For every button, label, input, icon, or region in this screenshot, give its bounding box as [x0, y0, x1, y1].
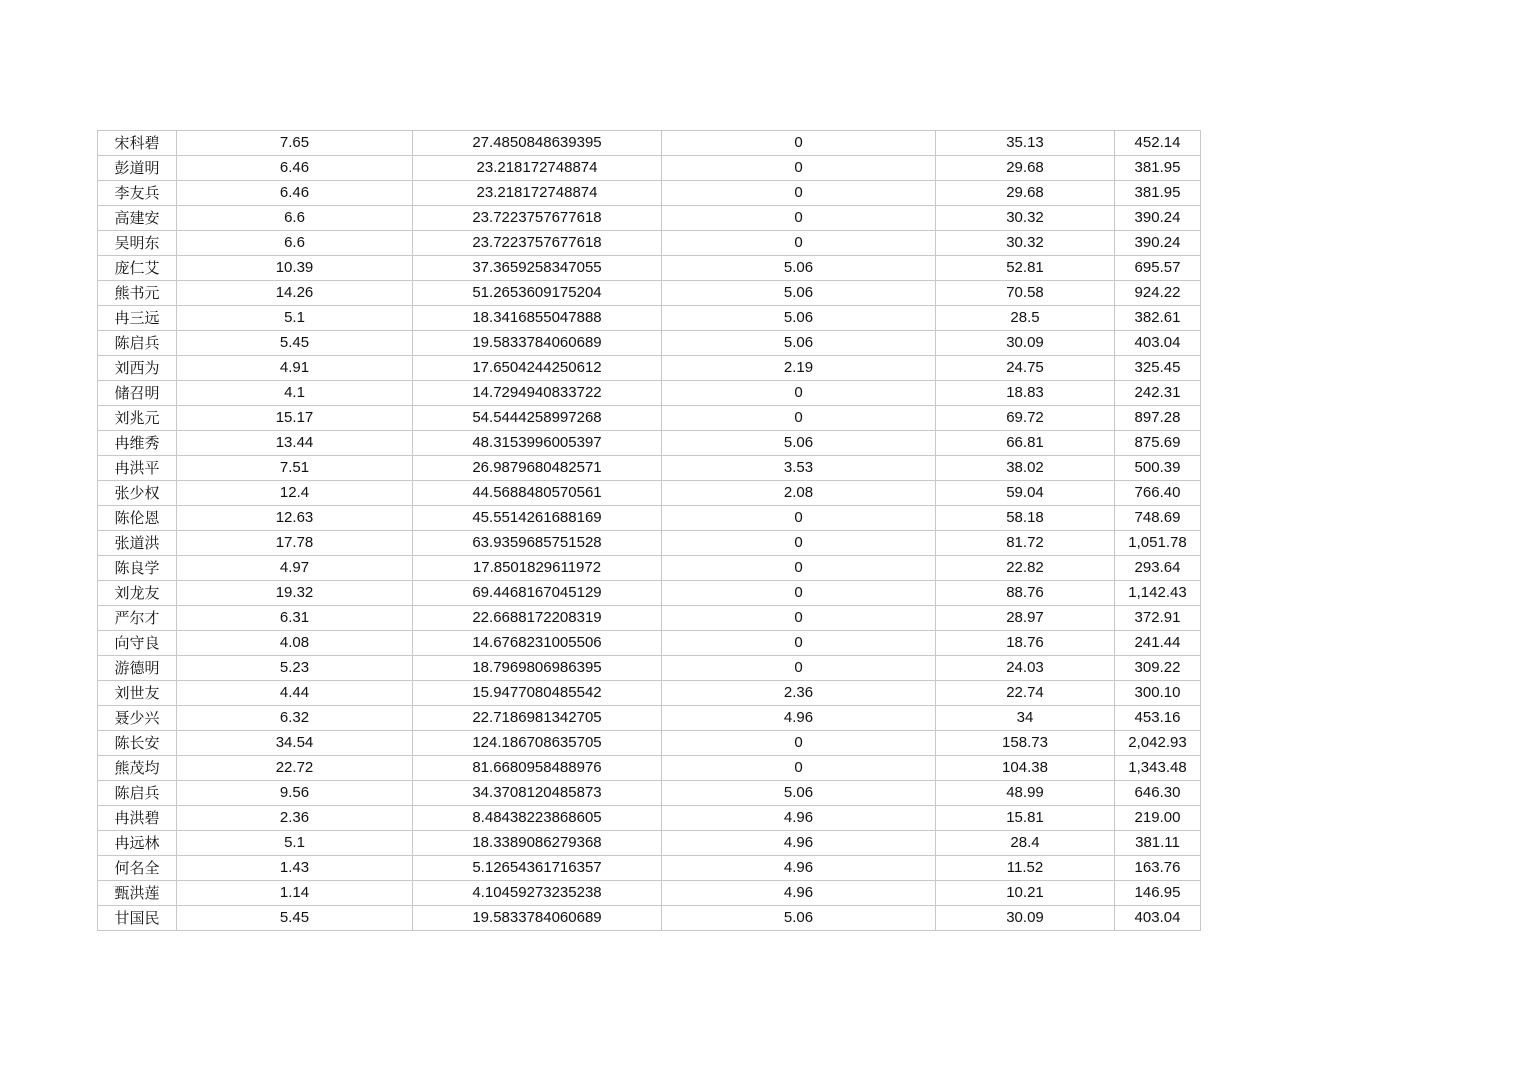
cell-name: 张少权	[98, 481, 177, 506]
cell-col-5: 2,042.93	[1115, 731, 1201, 756]
cell-name: 陈启兵	[98, 781, 177, 806]
cell-col-3: 0	[662, 756, 936, 781]
cell-col-4: 18.83	[936, 381, 1115, 406]
cell-col-2: 27.4850848639395	[413, 131, 662, 156]
cell-col-2: 14.6768231005506	[413, 631, 662, 656]
table-row	[98, 506, 1201, 531]
cell-col-3: 0	[662, 731, 936, 756]
cell-col-2: 14.7294940833722	[413, 381, 662, 406]
cell-col-5: 309.22	[1115, 656, 1201, 681]
cell-col-4: 22.82	[936, 556, 1115, 581]
cell-name: 何名全	[98, 856, 177, 881]
cell-name: 聂少兴	[98, 706, 177, 731]
cell-col-4: 35.13	[936, 131, 1115, 156]
cell-col-4: 11.52	[936, 856, 1115, 881]
cell-col-1: 22.72	[177, 756, 413, 781]
cell-col-4: 24.03	[936, 656, 1115, 681]
cell-col-4: 29.68	[936, 156, 1115, 181]
cell-col-1: 6.46	[177, 181, 413, 206]
cell-col-5: 382.61	[1115, 306, 1201, 331]
cell-col-5: 372.91	[1115, 606, 1201, 631]
cell-col-5: 219.00	[1115, 806, 1201, 831]
cell-col-4: 28.5	[936, 306, 1115, 331]
cell-name: 甘国民	[98, 906, 177, 931]
cell-col-4: 48.99	[936, 781, 1115, 806]
cell-col-5: 390.24	[1115, 206, 1201, 231]
cell-col-4: 28.97	[936, 606, 1115, 631]
cell-name: 刘西为	[98, 356, 177, 381]
cell-col-3: 2.19	[662, 356, 936, 381]
table-row	[98, 856, 1201, 881]
cell-col-2: 44.5688480570561	[413, 481, 662, 506]
table-row	[98, 831, 1201, 856]
cell-col-3: 5.06	[662, 781, 936, 806]
cell-col-3: 4.96	[662, 706, 936, 731]
cell-col-3: 5.06	[662, 331, 936, 356]
cell-name: 张道洪	[98, 531, 177, 556]
cell-col-3: 4.96	[662, 881, 936, 906]
cell-name: 刘世友	[98, 681, 177, 706]
cell-col-2: 69.4468167045129	[413, 581, 662, 606]
cell-col-3: 4.96	[662, 806, 936, 831]
cell-name: 甄洪莲	[98, 881, 177, 906]
cell-col-2: 15.9477080485542	[413, 681, 662, 706]
cell-col-5: 924.22	[1115, 281, 1201, 306]
cell-name: 冉远林	[98, 831, 177, 856]
cell-col-2: 18.3416855047888	[413, 306, 662, 331]
table-row	[98, 181, 1201, 206]
table-row	[98, 281, 1201, 306]
cell-col-2: 124.186708635705	[413, 731, 662, 756]
cell-col-2: 5.12654361716357	[413, 856, 662, 881]
table-row	[98, 631, 1201, 656]
cell-col-1: 6.6	[177, 231, 413, 256]
cell-col-5: 293.64	[1115, 556, 1201, 581]
cell-col-1: 7.51	[177, 456, 413, 481]
cell-col-1: 9.56	[177, 781, 413, 806]
cell-col-5: 146.95	[1115, 881, 1201, 906]
cell-col-5: 381.11	[1115, 831, 1201, 856]
cell-col-4: 10.21	[936, 881, 1115, 906]
table-row	[98, 706, 1201, 731]
cell-name: 熊书元	[98, 281, 177, 306]
cell-name: 陈启兵	[98, 331, 177, 356]
cell-col-4: 30.32	[936, 206, 1115, 231]
table-row	[98, 731, 1201, 756]
cell-col-3: 0	[662, 531, 936, 556]
cell-col-2: 48.3153996005397	[413, 431, 662, 456]
table-row	[98, 581, 1201, 606]
cell-col-1: 34.54	[177, 731, 413, 756]
cell-name: 高建安	[98, 206, 177, 231]
cell-col-5: 453.16	[1115, 706, 1201, 731]
cell-col-5: 390.24	[1115, 231, 1201, 256]
cell-col-4: 69.72	[936, 406, 1115, 431]
cell-col-2: 8.48438223868605	[413, 806, 662, 831]
cell-col-2: 23.218172748874	[413, 181, 662, 206]
cell-name: 陈长安	[98, 731, 177, 756]
cell-name: 陈良学	[98, 556, 177, 581]
cell-col-4: 22.74	[936, 681, 1115, 706]
cell-col-3: 5.06	[662, 306, 936, 331]
cell-col-1: 6.6	[177, 206, 413, 231]
cell-col-4: 15.81	[936, 806, 1115, 831]
cell-col-4: 29.68	[936, 181, 1115, 206]
cell-name: 冉洪碧	[98, 806, 177, 831]
cell-col-1: 4.08	[177, 631, 413, 656]
cell-col-1: 6.32	[177, 706, 413, 731]
cell-col-3: 0	[662, 381, 936, 406]
cell-col-3: 2.08	[662, 481, 936, 506]
cell-col-2: 37.3659258347055	[413, 256, 662, 281]
cell-col-5: 1,051.78	[1115, 531, 1201, 556]
cell-name: 冉三远	[98, 306, 177, 331]
cell-col-4: 58.18	[936, 506, 1115, 531]
cell-col-5: 325.45	[1115, 356, 1201, 381]
cell-col-2: 45.5514261688169	[413, 506, 662, 531]
cell-col-5: 1,343.48	[1115, 756, 1201, 781]
table-row	[98, 656, 1201, 681]
cell-name: 吴明东	[98, 231, 177, 256]
cell-col-5: 875.69	[1115, 431, 1201, 456]
cell-col-4: 52.81	[936, 256, 1115, 281]
table-row	[98, 406, 1201, 431]
cell-name: 严尔才	[98, 606, 177, 631]
table-row	[98, 481, 1201, 506]
cell-col-5: 500.39	[1115, 456, 1201, 481]
cell-col-2: 22.6688172208319	[413, 606, 662, 631]
cell-col-3: 3.53	[662, 456, 936, 481]
cell-col-3: 5.06	[662, 906, 936, 931]
cell-col-1: 5.45	[177, 331, 413, 356]
cell-col-1: 5.23	[177, 656, 413, 681]
table-body	[98, 131, 1201, 931]
cell-col-5: 163.76	[1115, 856, 1201, 881]
cell-col-5: 403.04	[1115, 906, 1201, 931]
cell-col-1: 12.4	[177, 481, 413, 506]
cell-col-2: 81.6680958488976	[413, 756, 662, 781]
cell-name: 刘兆元	[98, 406, 177, 431]
cell-col-4: 70.58	[936, 281, 1115, 306]
cell-col-2: 51.2653609175204	[413, 281, 662, 306]
cell-col-3: 4.96	[662, 831, 936, 856]
cell-col-3: 0	[662, 231, 936, 256]
cell-col-1: 5.1	[177, 306, 413, 331]
cell-name: 宋科碧	[98, 131, 177, 156]
cell-col-4: 18.76	[936, 631, 1115, 656]
cell-name: 向守良	[98, 631, 177, 656]
cell-col-3: 0	[662, 631, 936, 656]
cell-col-1: 12.63	[177, 506, 413, 531]
cell-col-3: 0	[662, 606, 936, 631]
cell-name: 陈伦恩	[98, 506, 177, 531]
cell-col-2: 23.218172748874	[413, 156, 662, 181]
cell-col-3: 5.06	[662, 281, 936, 306]
cell-col-2: 54.5444258997268	[413, 406, 662, 431]
cell-name: 冉维秀	[98, 431, 177, 456]
cell-col-1: 13.44	[177, 431, 413, 456]
cell-col-3: 0	[662, 156, 936, 181]
cell-col-2: 17.8501829611972	[413, 556, 662, 581]
cell-col-1: 4.1	[177, 381, 413, 406]
table-row	[98, 156, 1201, 181]
cell-col-2: 22.7186981342705	[413, 706, 662, 731]
table-row	[98, 531, 1201, 556]
cell-col-5: 241.44	[1115, 631, 1201, 656]
cell-col-4: 158.73	[936, 731, 1115, 756]
cell-col-5: 748.69	[1115, 506, 1201, 531]
cell-col-4: 34	[936, 706, 1115, 731]
cell-col-3: 0	[662, 656, 936, 681]
cell-col-1: 7.65	[177, 131, 413, 156]
cell-col-4: 28.4	[936, 831, 1115, 856]
cell-col-3: 0	[662, 406, 936, 431]
cell-col-4: 24.75	[936, 356, 1115, 381]
table-row	[98, 881, 1201, 906]
table-row	[98, 356, 1201, 381]
cell-col-1: 10.39	[177, 256, 413, 281]
cell-col-3: 4.96	[662, 856, 936, 881]
cell-name: 庞仁艾	[98, 256, 177, 281]
cell-col-1: 4.91	[177, 356, 413, 381]
cell-col-4: 88.76	[936, 581, 1115, 606]
cell-col-1: 1.14	[177, 881, 413, 906]
cell-col-2: 23.7223757677618	[413, 206, 662, 231]
cell-col-4: 30.09	[936, 906, 1115, 931]
table-row	[98, 131, 1201, 156]
cell-col-5: 300.10	[1115, 681, 1201, 706]
cell-col-2: 26.9879680482571	[413, 456, 662, 481]
table-row	[98, 206, 1201, 231]
cell-col-2: 34.3708120485873	[413, 781, 662, 806]
cell-col-5: 452.14	[1115, 131, 1201, 156]
cell-col-2: 23.7223757677618	[413, 231, 662, 256]
cell-col-1: 15.17	[177, 406, 413, 431]
cell-col-3: 0	[662, 131, 936, 156]
cell-col-1: 19.32	[177, 581, 413, 606]
table-row	[98, 806, 1201, 831]
cell-col-5: 695.57	[1115, 256, 1201, 281]
table-row	[98, 906, 1201, 931]
cell-name: 熊茂均	[98, 756, 177, 781]
cell-col-1: 2.36	[177, 806, 413, 831]
cell-col-2: 17.6504244250612	[413, 356, 662, 381]
cell-col-2: 18.3389086279368	[413, 831, 662, 856]
cell-col-5: 381.95	[1115, 181, 1201, 206]
cell-col-2: 19.5833784060689	[413, 906, 662, 931]
cell-col-1: 1.43	[177, 856, 413, 881]
table-row	[98, 756, 1201, 781]
cell-col-5: 897.28	[1115, 406, 1201, 431]
cell-col-3: 0	[662, 206, 936, 231]
table-row	[98, 381, 1201, 406]
cell-col-1: 14.26	[177, 281, 413, 306]
table-row	[98, 781, 1201, 806]
cell-col-3: 0	[662, 581, 936, 606]
cell-name: 游德明	[98, 656, 177, 681]
cell-col-4: 104.38	[936, 756, 1115, 781]
cell-name: 李友兵	[98, 181, 177, 206]
cell-col-2: 63.9359685751528	[413, 531, 662, 556]
cell-col-5: 646.30	[1115, 781, 1201, 806]
cell-col-1: 17.78	[177, 531, 413, 556]
cell-col-3: 0	[662, 556, 936, 581]
cell-col-1: 6.31	[177, 606, 413, 631]
cell-col-3: 2.36	[662, 681, 936, 706]
cell-col-4: 30.32	[936, 231, 1115, 256]
cell-col-1: 6.46	[177, 156, 413, 181]
table-row	[98, 231, 1201, 256]
cell-col-2: 4.10459273235238	[413, 881, 662, 906]
table-row	[98, 456, 1201, 481]
cell-name: 储召明	[98, 381, 177, 406]
cell-col-5: 403.04	[1115, 331, 1201, 356]
cell-col-4: 38.02	[936, 456, 1115, 481]
table-row	[98, 256, 1201, 281]
table-row	[98, 431, 1201, 456]
cell-col-2: 18.7969806986395	[413, 656, 662, 681]
cell-col-1: 4.44	[177, 681, 413, 706]
table-row	[98, 331, 1201, 356]
cell-col-5: 242.31	[1115, 381, 1201, 406]
cell-name: 彭道明	[98, 156, 177, 181]
cell-name: 冉洪平	[98, 456, 177, 481]
table-row	[98, 556, 1201, 581]
cell-col-5: 1,142.43	[1115, 581, 1201, 606]
cell-col-1: 5.45	[177, 906, 413, 931]
cell-col-4: 81.72	[936, 531, 1115, 556]
cell-col-3: 0	[662, 181, 936, 206]
table-row	[98, 681, 1201, 706]
cell-col-5: 381.95	[1115, 156, 1201, 181]
cell-col-3: 5.06	[662, 256, 936, 281]
cell-col-3: 5.06	[662, 431, 936, 456]
table-row	[98, 306, 1201, 331]
cell-col-4: 30.09	[936, 331, 1115, 356]
table-row	[98, 606, 1201, 631]
cell-col-5: 766.40	[1115, 481, 1201, 506]
cell-col-4: 66.81	[936, 431, 1115, 456]
cell-col-1: 4.97	[177, 556, 413, 581]
cell-col-2: 19.5833784060689	[413, 331, 662, 356]
cell-col-3: 0	[662, 506, 936, 531]
cell-name: 刘龙友	[98, 581, 177, 606]
cell-col-4: 59.04	[936, 481, 1115, 506]
cell-col-1: 5.1	[177, 831, 413, 856]
data-table	[97, 130, 1201, 931]
